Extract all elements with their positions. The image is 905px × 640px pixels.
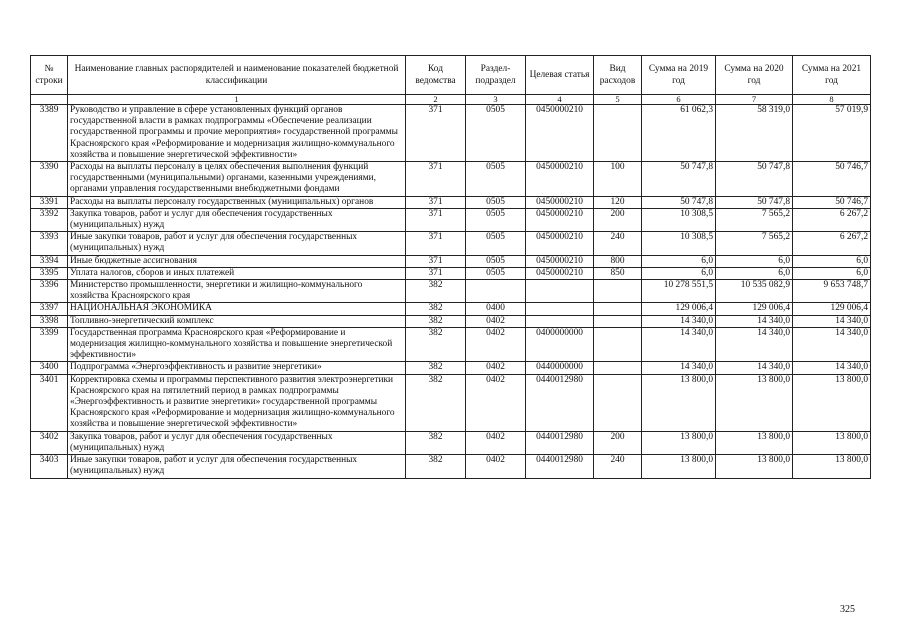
- cell-expense-type: [594, 315, 642, 327]
- cell-sum-2021: 6 267,2: [793, 232, 871, 255]
- cell-section: 0402: [466, 327, 526, 362]
- cell-row-number: 3393: [31, 232, 68, 255]
- cell-target-article: 0440000000: [526, 362, 594, 374]
- cell-row-number: 3397: [31, 303, 68, 315]
- cell-row-number: 3395: [31, 267, 68, 279]
- cell-row-number: 3399: [31, 327, 68, 362]
- cell-name: Государственная программа Красноярского края «Реформирование и модернизация жилищно-коммунального хозяйства и повышение энергетической эффективности»: [68, 327, 406, 362]
- cell-sum-2020: 14 340,0: [716, 362, 793, 374]
- cell-sum-2020: 6,0: [716, 267, 793, 279]
- cell-department-code: 382: [406, 455, 466, 478]
- cell-target-article: 0440012980: [526, 374, 594, 431]
- cell-sum-2021: 9 653 748,7: [793, 280, 871, 303]
- cell-department-code: 371: [406, 255, 466, 267]
- cell-name: Закупка товаров, работ и услуг для обеспечения государственных (муниципальных) нужд: [68, 208, 406, 231]
- cell-sum-2021: 14 340,0: [793, 315, 871, 327]
- cell-sum-2021: 129 006,4: [793, 303, 871, 315]
- cell-target-article: 0450000210: [526, 105, 594, 162]
- cell-section: [466, 280, 526, 303]
- cell-expense-type: 850: [594, 267, 642, 279]
- cell-department-code: 382: [406, 315, 466, 327]
- cell-sum-2019: 14 340,0: [642, 315, 716, 327]
- cell-expense-type: [594, 362, 642, 374]
- cell-sum-2019: 14 340,0: [642, 362, 716, 374]
- table-row: [31, 374, 871, 431]
- cell-target-article: 0400000000: [526, 327, 594, 362]
- column-index-empty: [31, 95, 68, 105]
- cell-sum-2019: 14 340,0: [642, 327, 716, 362]
- cell-sum-2019: 6,0: [642, 267, 716, 279]
- cell-row-number: 3391: [31, 196, 68, 208]
- cell-sum-2019: 61 062,3: [642, 105, 716, 162]
- table-row: [31, 455, 871, 478]
- cell-section: 0505: [466, 196, 526, 208]
- cell-section: 0402: [466, 374, 526, 431]
- column-index: 5: [594, 95, 642, 105]
- cell-sum-2020: 10 535 082,9: [716, 280, 793, 303]
- cell-department-code: 371: [406, 196, 466, 208]
- cell-sum-2020: 50 747,8: [716, 162, 793, 197]
- column-index: 2: [406, 95, 466, 105]
- cell-target-article: [526, 315, 594, 327]
- cell-expense-type: 200: [594, 431, 642, 454]
- cell-sum-2020: 129 006,4: [716, 303, 793, 315]
- cell-name: Министерство промышленности, энергетики и жилищно-коммунального хозяйства Красноярского края: [68, 280, 406, 303]
- header-row-number: № строки: [31, 56, 68, 95]
- cell-expense-type: [594, 374, 642, 431]
- cell-row-number: 3394: [31, 255, 68, 267]
- cell-sum-2020: 7 565,2: [716, 208, 793, 231]
- cell-section: 0402: [466, 362, 526, 374]
- column-index-row: [31, 95, 871, 105]
- cell-sum-2021: 50 746,7: [793, 162, 871, 197]
- cell-section: 0400: [466, 303, 526, 315]
- cell-target-article: 0440012980: [526, 455, 594, 478]
- cell-target-article: 0450000210: [526, 267, 594, 279]
- column-index: 8: [793, 95, 871, 105]
- page-number: 325: [840, 604, 855, 615]
- cell-section: 0505: [466, 162, 526, 197]
- cell-expense-type: 100: [594, 162, 642, 197]
- cell-expense-type: [594, 105, 642, 162]
- column-index: 1: [68, 95, 406, 105]
- cell-department-code: 382: [406, 303, 466, 315]
- cell-department-code: 382: [406, 280, 466, 303]
- cell-target-article: 0450000210: [526, 196, 594, 208]
- cell-expense-type: 120: [594, 196, 642, 208]
- table-row: [31, 362, 871, 374]
- cell-target-article: 0450000210: [526, 232, 594, 255]
- cell-sum-2019: 10 308,5: [642, 208, 716, 231]
- table-row: [31, 208, 871, 231]
- cell-sum-2021: 6,0: [793, 255, 871, 267]
- cell-target-article: 0450000210: [526, 208, 594, 231]
- cell-sum-2020: 58 319,0: [716, 105, 793, 162]
- cell-expense-type: 240: [594, 232, 642, 255]
- column-index: 6: [642, 95, 716, 105]
- cell-target-article: [526, 303, 594, 315]
- table-row: [31, 105, 871, 162]
- cell-row-number: 3398: [31, 315, 68, 327]
- cell-sum-2020: 13 800,0: [716, 455, 793, 478]
- table-header-row: [31, 56, 871, 95]
- cell-department-code: 382: [406, 431, 466, 454]
- table-row: [31, 232, 871, 255]
- cell-name: Уплата налогов, сборов и иных платежей: [68, 267, 406, 279]
- cell-sum-2020: 14 340,0: [716, 315, 793, 327]
- cell-sum-2021: 50 746,7: [793, 196, 871, 208]
- cell-row-number: 3390: [31, 162, 68, 197]
- table-row: [31, 327, 871, 362]
- budget-table: [30, 55, 871, 479]
- table-row: [31, 431, 871, 454]
- cell-name: Закупка товаров, работ и услуг для обеспечения государственных (муниципальных) нужд: [68, 431, 406, 454]
- cell-department-code: 382: [406, 374, 466, 431]
- cell-row-number: 3401: [31, 374, 68, 431]
- cell-row-number: 3389: [31, 105, 68, 162]
- cell-row-number: 3402: [31, 431, 68, 454]
- column-index: 4: [526, 95, 594, 105]
- cell-name: Иные закупки товаров, работ и услуг для обеспечения государственных (муниципальных) нужд: [68, 455, 406, 478]
- cell-section: 0505: [466, 267, 526, 279]
- header-sum-2020: Сумма на 2020 год: [716, 56, 793, 95]
- cell-department-code: 371: [406, 232, 466, 255]
- cell-expense-type: [594, 280, 642, 303]
- cell-department-code: 382: [406, 362, 466, 374]
- cell-sum-2021: 13 800,0: [793, 431, 871, 454]
- cell-name: НАЦИОНАЛЬНАЯ ЭКОНОМИКА: [68, 303, 406, 315]
- cell-sum-2021: 13 800,0: [793, 374, 871, 431]
- cell-sum-2020: 13 800,0: [716, 374, 793, 431]
- cell-sum-2021: 13 800,0: [793, 455, 871, 478]
- column-index: 7: [716, 95, 793, 105]
- cell-section: 0402: [466, 455, 526, 478]
- table-row: [31, 303, 871, 315]
- cell-sum-2020: 7 565,2: [716, 232, 793, 255]
- cell-name: Руководство и управление в сфере установленных функций органов государственной власти в рамках подпрограммы «Обеспечение реализации государственной программы и прочие мероприятия» государственной программы Красноярского края «Реформирование и модернизация жилищно-коммунального хозяйства и повышение энергетической эффективности»: [68, 105, 406, 162]
- header-target-article: Целевая статья: [526, 56, 594, 95]
- table-row: [31, 255, 871, 267]
- cell-sum-2020: 50 747,8: [716, 196, 793, 208]
- cell-expense-type: 240: [594, 455, 642, 478]
- cell-department-code: 371: [406, 105, 466, 162]
- cell-sum-2020: 14 340,0: [716, 327, 793, 362]
- cell-name: Подпрограмма «Энергоэффективность и развитие энергетики»: [68, 362, 406, 374]
- cell-sum-2019: 6,0: [642, 255, 716, 267]
- cell-expense-type: 200: [594, 208, 642, 231]
- header-name: Наименование главных распорядителей и наименование показателей бюджетной классификации: [68, 56, 406, 95]
- table-row: [31, 162, 871, 197]
- cell-expense-type: 800: [594, 255, 642, 267]
- cell-target-article: 0440012980: [526, 431, 594, 454]
- cell-sum-2021: 14 340,0: [793, 362, 871, 374]
- cell-sum-2019: 13 800,0: [642, 455, 716, 478]
- cell-name: Расходы на выплаты персоналу в целях обеспечения выполнения функций государственными (муниципальными) органами, казенными учреждениями, органами управления государственными внебюджетными фондами: [68, 162, 406, 197]
- table-row: [31, 280, 871, 303]
- cell-row-number: 3403: [31, 455, 68, 478]
- cell-sum-2020: 13 800,0: [716, 431, 793, 454]
- cell-target-article: [526, 280, 594, 303]
- cell-expense-type: [594, 303, 642, 315]
- cell-row-number: 3392: [31, 208, 68, 231]
- header-sum-2021: Сумма на 2021 год: [793, 56, 871, 95]
- cell-name: Иные закупки товаров, работ и услуг для обеспечения государственных (муниципальных) нужд: [68, 232, 406, 255]
- cell-section: 0505: [466, 255, 526, 267]
- cell-section: 0505: [466, 105, 526, 162]
- column-index: 3: [466, 95, 526, 105]
- header-section: Раздел-подраздел: [466, 56, 526, 95]
- header-department-code: Код ведомства: [406, 56, 466, 95]
- cell-sum-2021: 6 267,2: [793, 208, 871, 231]
- cell-sum-2019: 50 747,8: [642, 162, 716, 197]
- cell-name: Расходы на выплаты персоналу государственных (муниципальных) органов: [68, 196, 406, 208]
- cell-row-number: 3396: [31, 280, 68, 303]
- header-sum-2019: Сумма на 2019 год: [642, 56, 716, 95]
- cell-target-article: 0450000210: [526, 255, 594, 267]
- cell-name: Топливно-энергетический комплекс: [68, 315, 406, 327]
- cell-sum-2019: 13 800,0: [642, 431, 716, 454]
- cell-target-article: 0450000210: [526, 162, 594, 197]
- cell-sum-2019: 13 800,0: [642, 374, 716, 431]
- table-row: [31, 267, 871, 279]
- budget-table-page: [30, 55, 870, 479]
- cell-sum-2021: 57 019,9: [793, 105, 871, 162]
- cell-sum-2021: 6,0: [793, 267, 871, 279]
- cell-section: 0402: [466, 315, 526, 327]
- cell-department-code: 371: [406, 208, 466, 231]
- table-row: [31, 196, 871, 208]
- cell-department-code: 382: [406, 327, 466, 362]
- cell-sum-2019: 50 747,8: [642, 196, 716, 208]
- cell-department-code: 371: [406, 267, 466, 279]
- table-row: [31, 315, 871, 327]
- cell-row-number: 3400: [31, 362, 68, 374]
- cell-expense-type: [594, 327, 642, 362]
- cell-section: 0505: [466, 232, 526, 255]
- cell-name: Корректировка схемы и программы перспективного развития электроэнергетики Красноярского края на пятилетний период в рамках подпрограммы «Энергоэффективность и развитие энергетики» государственной программы Красноярского края «Реформирование и модернизация жилищно-коммунального хозяйства и повышение энергетической эффективности»: [68, 374, 406, 431]
- cell-sum-2019: 129 006,4: [642, 303, 716, 315]
- header-expense-type: Вид расходов: [594, 56, 642, 95]
- cell-sum-2021: 14 340,0: [793, 327, 871, 362]
- cell-section: 0402: [466, 431, 526, 454]
- cell-name: Иные бюджетные ассигнования: [68, 255, 406, 267]
- cell-section: 0505: [466, 208, 526, 231]
- cell-sum-2019: 10 278 551,5: [642, 280, 716, 303]
- cell-department-code: 371: [406, 162, 466, 197]
- cell-sum-2020: 6,0: [716, 255, 793, 267]
- cell-sum-2019: 10 308,5: [642, 232, 716, 255]
